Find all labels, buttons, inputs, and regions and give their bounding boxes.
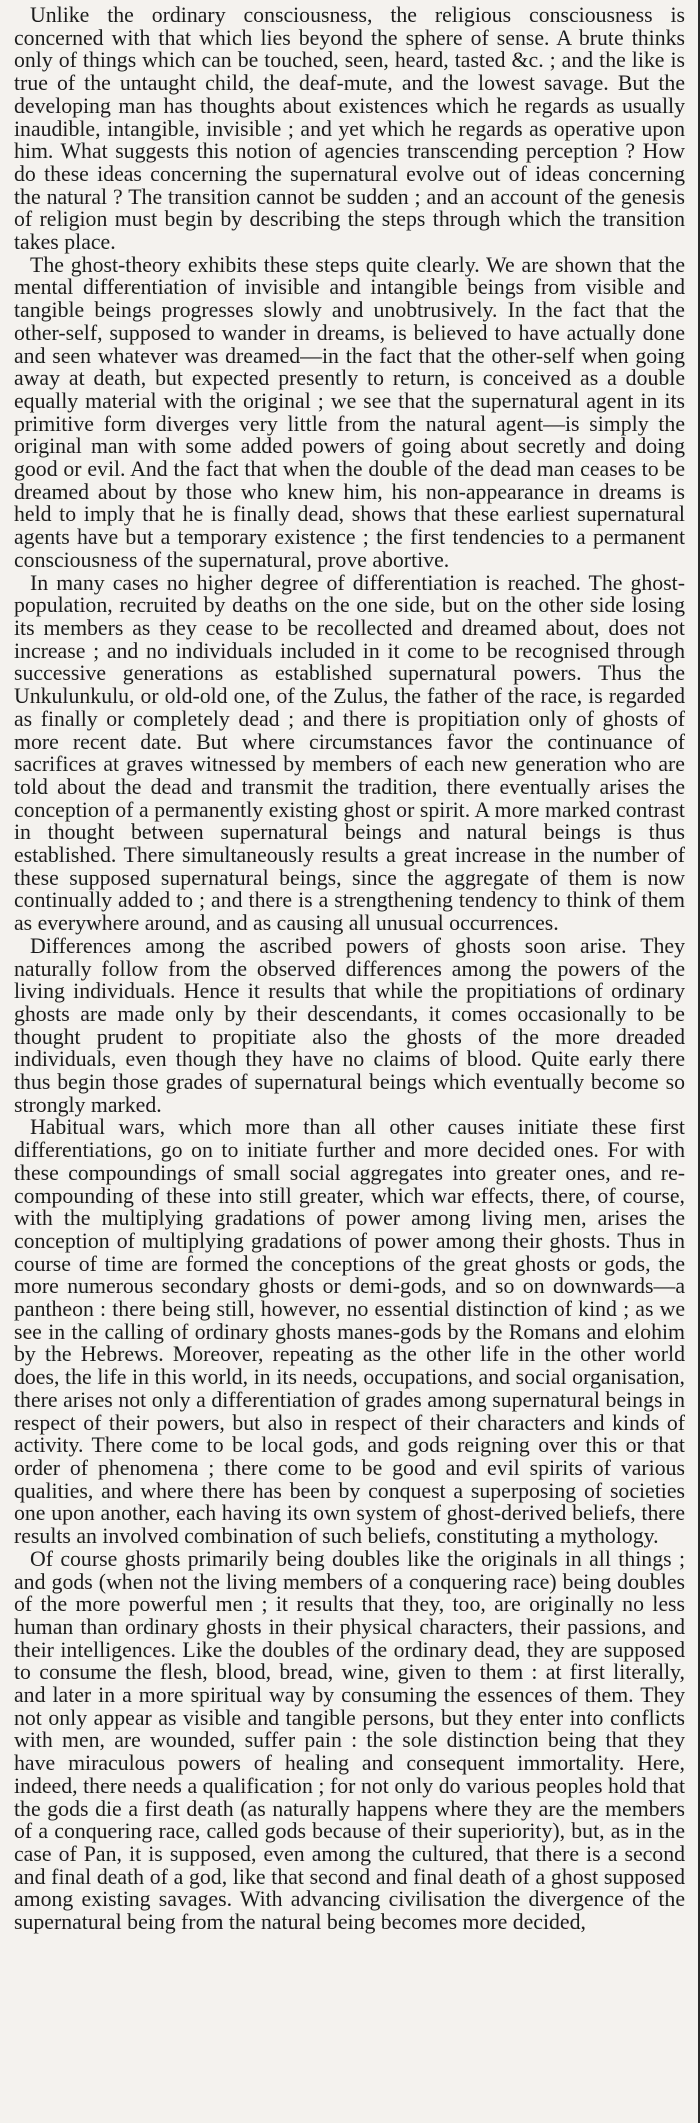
paragraph-differentiation: In many cases no higher degree of differentiation is reached. The ghost-population, recruited by deaths on the one side, but on the other side losing its members as they cease to be recollected and dreamed about, does not increase ; and no individuals included in it come to be recognised through successive generations as established supernatural powers. Thus the Unkulunkulu, or old-old one, of the Zulus, the father of the race, is regarded as finally or completely dead ; and there is propitiation only of ghosts of more recent date. But where circumstances favor the continuance of sacrifices at graves witnessed by members of each new generation who are told about the dead and transmit the tradition, there eventually arises the conception of a permanently existing ghost or spirit. A more marked contrast in thought between supernatural beings and natural beings is thus established. There simultaneously results a great increase in the number of these supposed supernatural beings, since the aggregate of them is now continually added to ; and there is a strengthening tendency to think of them as everywhere around, and as causing all unusual occurrences.	[14, 570, 685, 936]
article-column	[14, 4, 685, 1934]
paragraph-religious-consciousness: Unlike the ordinary consciousness, the religious consciousness is concerned with that which lies beyond the sphere of sense. A brute thinks only of things which can be touched, seen, heard, tasted &c. ; and the like is true of the untaught child, the deaf-mute, and the lowest savage. But the developing man has thoughts about existences which he regards as usually inaudible, intangible, invisible ; and yet which he regards as operative upon him. What suggests this notion of agencies transcending perception ? How do these ideas concerning the supernatural evolve out of ideas concerning the natural ? The transition cannot be sudden ; and an account of the genesis of religion must begin by describing the steps through which the transition takes place.	[14, 3, 685, 255]
paragraph-ascribed-powers: Differences among the ascribed powers of ghosts soon arise. They naturally follow from the observed differences among the powers of the living individuals. Hence it results that while the propitiations of ordinary ghosts are made only by their descendants, it comes occasionally to be thought prudent to propitiate also the ghosts of the more dreaded individuals, even though they have no claims of blood. Quite early there thus begin those grades of supernatural beings which eventually become so strongly marked.	[14, 933, 685, 1117]
paragraph-ghost-theory: The ghost-theory exhibits these steps quite clearly. We are shown that the mental differentiation of invisible and intangible beings from visible and tangible beings progresses slowly and unobtrusively. In the fact that the other-self, supposed to wander in dreams, is believed to have actually done and seen whatever was dreamed—in the fact that the other-self when going away at death, but expected presently to return, is conceived as a double equally material with the original ; we see that the supernatural agent in its primitive form diverges very little from the natural agent—is simply the original man with some added powers of going about secretly and doing good or evil. And the fact that when the double of the dead man ceases to be dreamed about by those who knew him, his non-appearance in dreams is held to imply that he is finally dead, shows that these earliest supernatural agents have but a temporary existence ; the first tendencies to a permanent consciousness of the supernatural, prove abortive.	[14, 252, 685, 572]
paragraph-habitual-wars: Habitual wars, which more than all other causes initiate these first differentiations, go on to initiate further and more decided ones. For with these compoundings of small social aggregates into greater ones, and re-compounding of these into still greater, which war effects, there, of course, with the multiplying gradations of power among living men, arises the conception of multiplying gradations of power among their ghosts. Thus in course of time are formed the conceptions of the great ghosts or gods, the more numerous secondary ghosts or demi-gods, and so on downwards—a pantheon : there being still, however, no essential distinction of kind ; as we see in the calling of ordinary ghosts manes-gods by the Romans and elohim by the Hebrews. Moreover, repeating as the other life in the other world does, the life in this world, in its needs, occupations, and social organisation, there arises not only a differentiation of grades among supernatural beings in respect of their powers, but also in respect of their characters and kinds of activity. There come to be local gods, and gods reigning over this or that order of phenomena ; there come to be good and evil spirits of various qualities, and where there has been by conquest a superposing of societies one upon another, each having its own system of ghost-derived beliefs, there results an involved combination of such beliefs, constituting a mythology.	[14, 1115, 685, 1549]
paragraph-ghosts-as-doubles: Of course ghosts primarily being doubles like the originals in all things ; and gods (when not the living members of a conquering race) being doubles of the more powerful men ; it results that they, too, are originally no less human than ordinary ghosts in their physical characters, their passions, and their intelligences. Like the doubles of the ordinary dead, they are supposed to consume the flesh, blood, bread, wine, given to them : at first literally, and later in a more spiritual way by consuming the essences of them. They not only appear as visible and tangible persons, but they enter into conflicts with men, are wounded, suffer pain : the sole distinction being that they have miraculous powers of healing and consequent immortality. Here, indeed, there needs a qualification ; for not only do various peoples hold that the gods die a first death (as naturally happens where they are the members of a conquering race, called gods because of their superiority), but, as in the case of Pan, it is supposed, even among the cultured, that there is a second and final death of a god, like that second and final death of a ghost supposed among existing savages. With advancing civilisation the divergence of the supernatural being from the natural being becomes more decided,	[14, 1546, 685, 1935]
